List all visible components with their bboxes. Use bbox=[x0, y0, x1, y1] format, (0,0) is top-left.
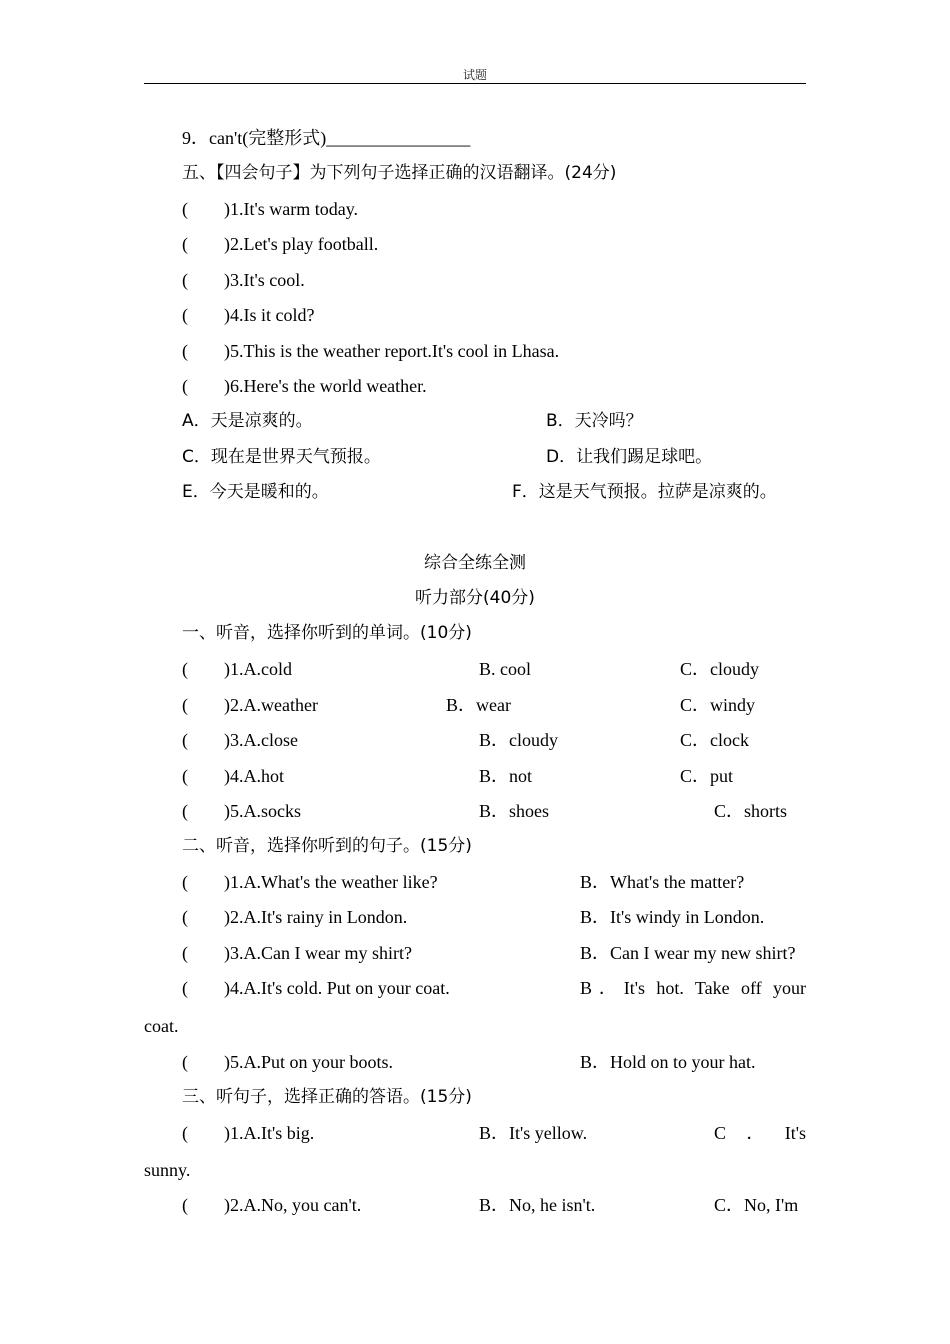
p1-q2-b: B．wear bbox=[446, 695, 511, 715]
p2-q3-b: B．Can I wear my new shirt? bbox=[580, 943, 796, 963]
p2-q1-a: ( )1.A.What's the weather like? bbox=[182, 872, 438, 892]
p2-q4-a: ( )4.A.It's cold. Put on your coat. bbox=[182, 978, 450, 998]
section5-title: 五、【四会句子】为下列句子选择正确的汉语翻译。(24分) bbox=[182, 163, 617, 183]
part1-title: 一、听音，选择你听到的单词。(10分) bbox=[182, 623, 472, 643]
p1-q3-a: ( )3.A.close bbox=[182, 730, 298, 750]
p3-q1-b: B．It's yellow. bbox=[479, 1123, 588, 1143]
p1-q4-b: B．not bbox=[479, 766, 533, 786]
p2-q1-b: B．What's the matter? bbox=[580, 872, 745, 892]
p1-q3-c: C．clock bbox=[680, 730, 749, 750]
p3-q1-c-wrap: sunny. bbox=[144, 1160, 191, 1180]
p2-q4-b-wrap: coat. bbox=[144, 1016, 179, 1036]
page-header: 试题 bbox=[462, 68, 487, 82]
part2-title: 二、听音，选择你听到的句子。(15分) bbox=[182, 836, 472, 856]
p1-q3-b: B．cloudy bbox=[479, 730, 558, 750]
p3-q1-c: C．It's bbox=[714, 1123, 806, 1143]
p1-q1-a: ( )1.A.cold bbox=[182, 659, 292, 679]
s5-item-3: ( )3.It's cool. bbox=[182, 270, 305, 290]
p2-q4-b: B．It's hot. Take off your bbox=[580, 978, 806, 998]
question-9: 9．can't(完整形式)________________ bbox=[182, 128, 471, 148]
s5-item-6: ( )6.Here's the world weather. bbox=[182, 376, 427, 396]
p1-q5-c: C．shorts bbox=[714, 801, 788, 821]
s5-item-4: ( )4.Is it cold? bbox=[182, 305, 315, 325]
p3-q2-a: ( )2.A.No, you can't. bbox=[182, 1195, 362, 1215]
p1-q5-b: B．shoes bbox=[479, 801, 550, 821]
header-rule bbox=[144, 83, 806, 84]
s5-option-f: F．这是天气预报。拉萨是凉爽的。 bbox=[512, 482, 777, 502]
p1-q5-a: ( )5.A.socks bbox=[182, 801, 301, 821]
p2-q2-b: B．It's windy in London. bbox=[580, 907, 765, 927]
listening-heading: 听力部分(40分) bbox=[415, 588, 535, 608]
s5-option-b: B．天冷吗？ bbox=[546, 411, 643, 431]
s5-option-a: A．天是凉爽的。 bbox=[182, 411, 313, 431]
s5-item-5: ( )5.This is the weather report.It's cool in Lhasa. bbox=[182, 341, 560, 361]
p3-q2-b: B．No, he isn't. bbox=[479, 1195, 596, 1215]
test-title: 综合全练全测 bbox=[424, 553, 526, 573]
p1-q4-a: ( )4.A.hot bbox=[182, 766, 284, 786]
p1-q1-c: C．cloudy bbox=[680, 659, 759, 679]
s5-item-1: ( )1.It's warm today. bbox=[182, 199, 359, 219]
s5-option-e: E．今天是暖和的。 bbox=[182, 482, 329, 502]
p2-q5-b: B．Hold on to your hat. bbox=[580, 1052, 756, 1072]
s5-option-d: D．让我们踢足球吧。 bbox=[546, 447, 713, 467]
p1-q2-a: ( )2.A.weather bbox=[182, 695, 318, 715]
p1-q2-c: C．windy bbox=[680, 695, 756, 715]
s5-item-2: ( )2.Let's play football. bbox=[182, 234, 379, 254]
p2-q5-a: ( )5.A.Put on your boots. bbox=[182, 1052, 393, 1072]
p3-q1-a: ( )1.A.It's big. bbox=[182, 1123, 315, 1143]
p1-q4-c: C．put bbox=[680, 766, 734, 786]
p2-q3-a: ( )3.A.Can I wear my shirt? bbox=[182, 943, 412, 963]
p3-q2-c: C．No, I'm bbox=[714, 1195, 799, 1215]
p2-q2-a: ( )2.A.It's rainy in London. bbox=[182, 907, 408, 927]
part3-title: 三、听句子，选择正确的答语。(15分) bbox=[182, 1087, 472, 1107]
p1-q1-b: B. cool bbox=[479, 659, 531, 679]
s5-option-c: C．现在是世界天气预报。 bbox=[182, 447, 381, 467]
